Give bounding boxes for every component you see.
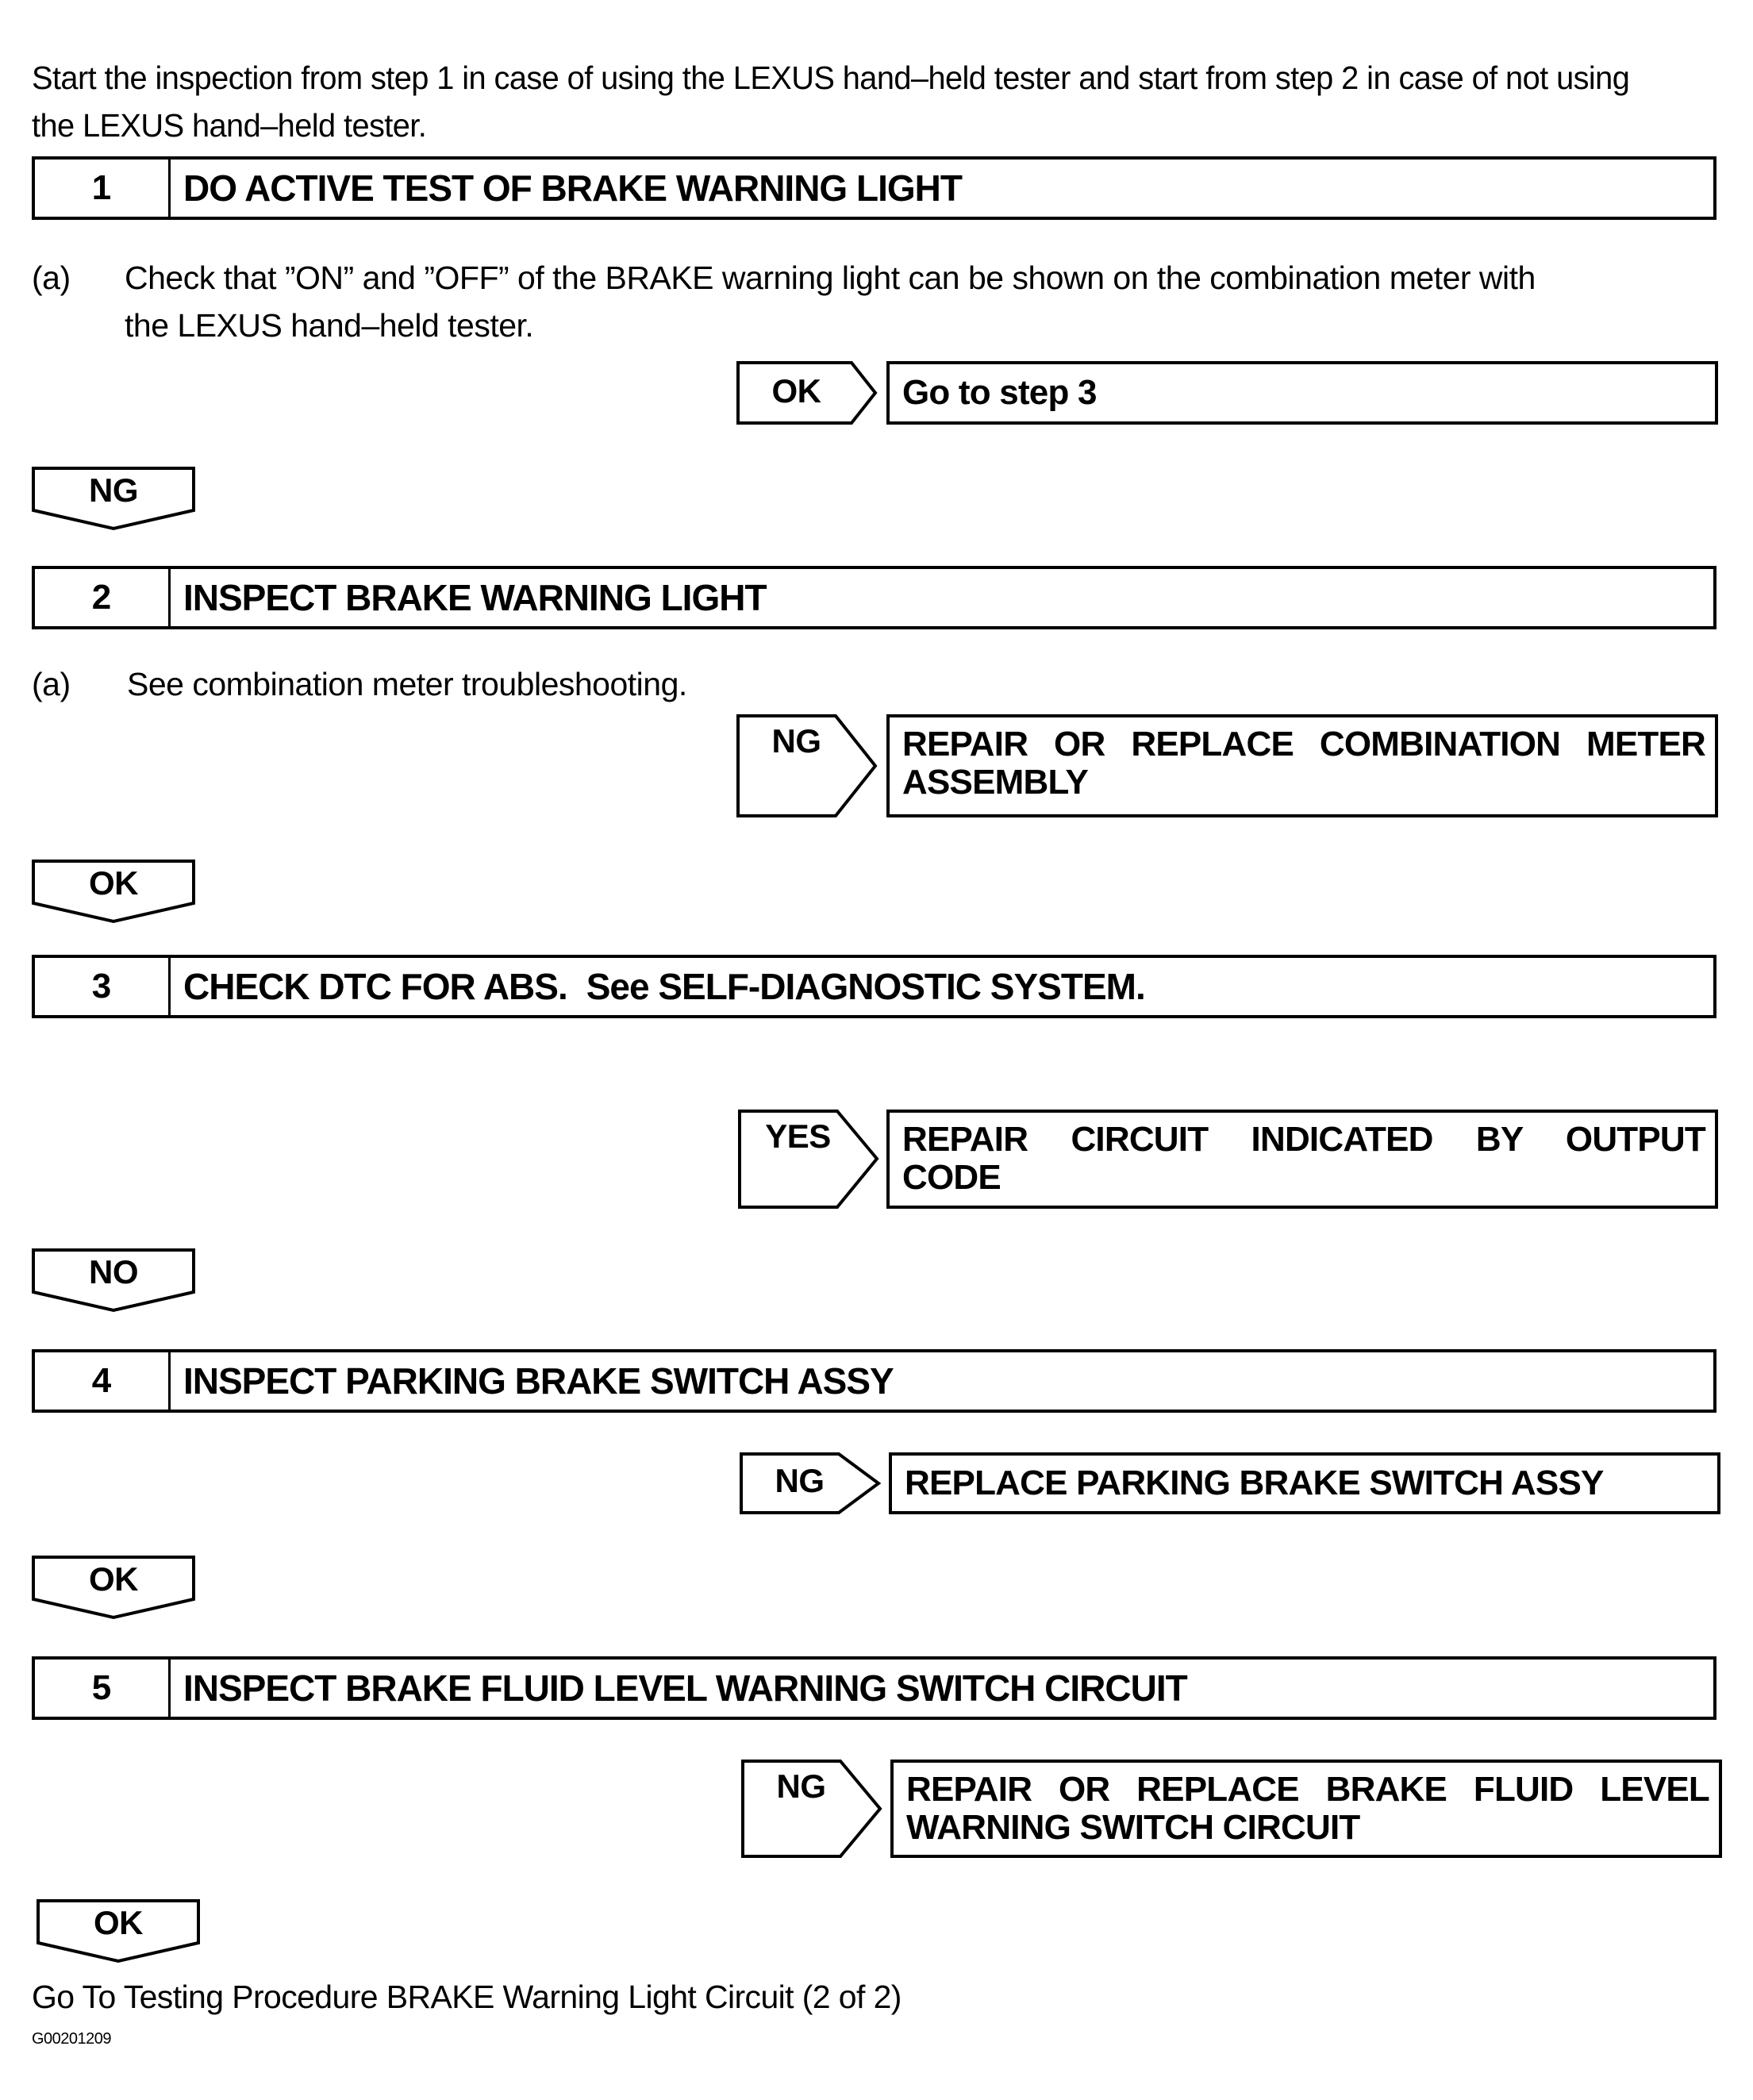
step-5-header: [32, 1656, 1716, 1720]
result-text-line-1: REPAIR OR REPLACE COMBINATION METER: [902, 725, 1705, 763]
tag-label: OK: [89, 864, 138, 902]
tag-label: NG: [775, 1462, 825, 1499]
tag-label: YES: [765, 1117, 831, 1155]
result-box[interactable]: [889, 1452, 1720, 1514]
result-text-line-1: REPAIR CIRCUIT INDICATED BY OUTPUT: [902, 1120, 1705, 1159]
tag-label: NG: [771, 722, 821, 760]
tag-label: OK: [89, 1560, 138, 1598]
tag-label: NG: [89, 471, 138, 509]
result-box[interactable]: [886, 714, 1718, 817]
tag-label: NO: [89, 1253, 138, 1290]
flow-tag-ok[interactable]: [32, 1556, 195, 1619]
result-text-line-2: CODE: [902, 1158, 1001, 1197]
branch-tag-ng[interactable]: [740, 1452, 882, 1514]
flow-tag-ok[interactable]: [37, 1899, 200, 1963]
step-number: 3: [35, 958, 171, 1015]
item-text-line-1: See combination meter troubleshooting.: [127, 666, 687, 702]
step-2-header: [32, 566, 1716, 629]
step-title: INSPECT PARKING BRAKE SWITCH ASSY: [183, 1360, 894, 1402]
flow-tag-no[interactable]: [32, 1248, 195, 1312]
step-3-header: [32, 955, 1716, 1018]
step-title: INSPECT BRAKE WARNING LIGHT: [183, 577, 767, 618]
tag-label: OK: [771, 372, 821, 410]
figure-code: G00201209: [32, 2030, 112, 2048]
branch-tag-ok[interactable]: [736, 361, 879, 425]
step-title: INSPECT BRAKE FLUID LEVEL WARNING SWITCH CIRCUIT: [183, 1667, 1187, 1709]
item-label: (a): [32, 260, 71, 296]
flow-tag-ok[interactable]: [32, 860, 195, 923]
step-title: DO ACTIVE TEST OF BRAKE WARNING LIGHT: [183, 167, 962, 209]
step-title-reference[interactable]: See SELF-DIAGNOSTIC SYSTEM.: [586, 966, 1145, 1007]
tag-label: NG: [776, 1767, 826, 1805]
step-title-group: [171, 958, 1145, 1015]
step-number: 1: [35, 160, 171, 217]
intro-text: Start the inspection from step 1 in case of using the LEXUS hand–held tester and start from step 2 in case of not using the LEXUS hand–held tester.: [32, 60, 1630, 144]
item-label: (a): [32, 666, 71, 702]
flow-tag-ng[interactable]: [32, 467, 195, 530]
next-procedure-link[interactable]: Go To Testing Procedure BRAKE Warning Light Circuit (2 of 2): [32, 1979, 901, 2015]
step-number: 2: [35, 569, 171, 626]
step-1-header: [32, 156, 1716, 220]
result-text-line-1: REPAIR OR REPLACE BRAKE FLUID LEVEL: [906, 1770, 1709, 1809]
step-title: CHECK DTC FOR ABS.: [183, 966, 567, 1007]
result-box[interactable]: [890, 1760, 1722, 1858]
step-number: 4: [35, 1352, 171, 1410]
result-text-line-2: WARNING SWITCH CIRCUIT: [906, 1808, 1360, 1847]
branch-tag-ng[interactable]: [741, 1760, 884, 1858]
result-text: REPLACE PARKING BRAKE SWITCH ASSY: [905, 1463, 1604, 1502]
item-text-line-2: the LEXUS hand–held tester.: [125, 307, 534, 344]
branch-tag-ng[interactable]: [736, 714, 879, 817]
result-box[interactable]: [886, 1110, 1718, 1209]
item-text-line-1: Check that ”ON” and ”OFF” of the BRAKE warning light can be shown on the combination meter with: [125, 260, 1536, 296]
step-4-header: [32, 1349, 1716, 1413]
step-number: 5: [35, 1660, 171, 1717]
result-box[interactable]: [886, 361, 1718, 425]
result-text-line-2: ASSEMBLY: [902, 763, 1089, 802]
branch-tag-yes[interactable]: [738, 1110, 881, 1209]
tag-label: OK: [94, 1904, 143, 1941]
result-text: Go to step 3: [902, 373, 1097, 412]
